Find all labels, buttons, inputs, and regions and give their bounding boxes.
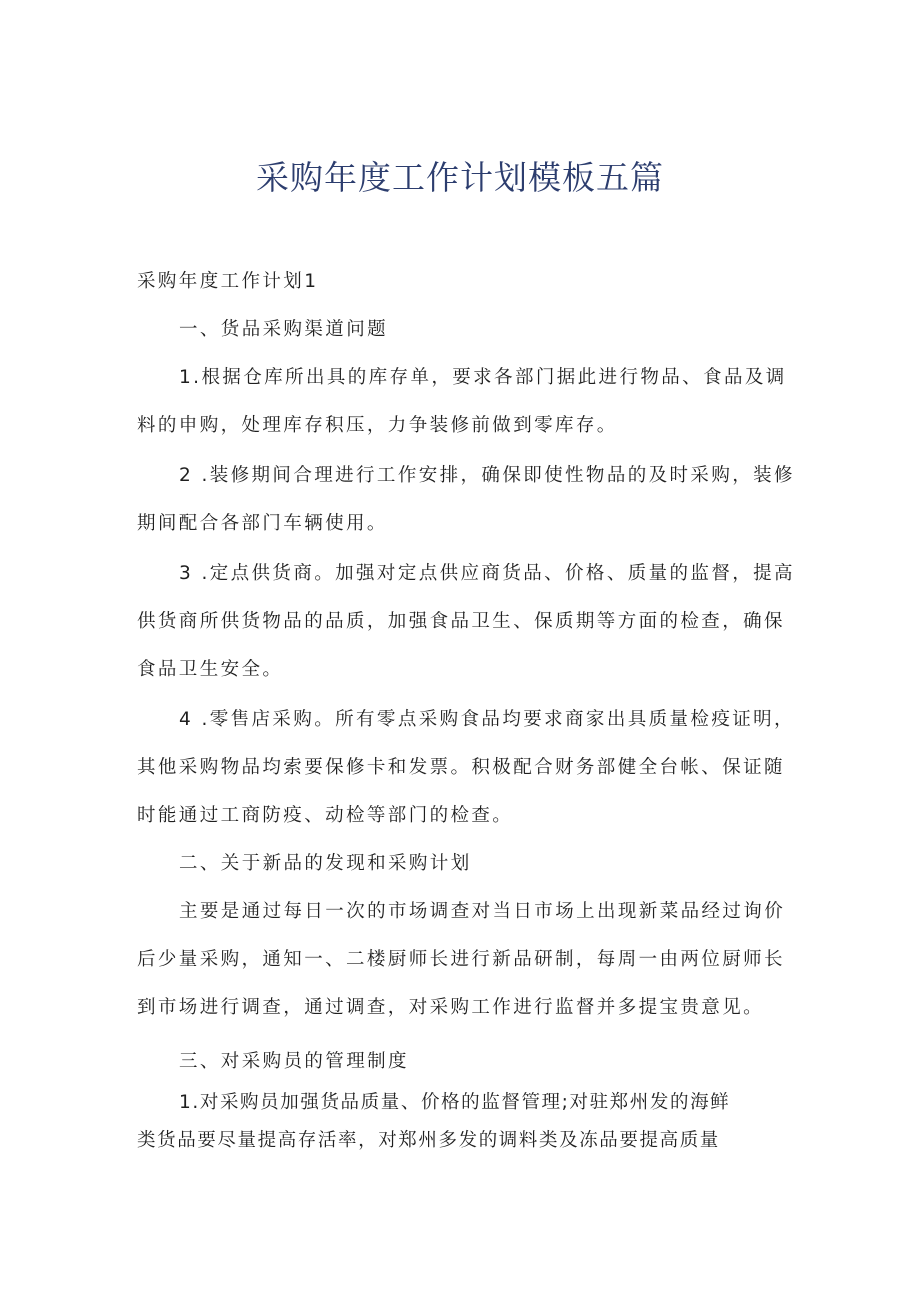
section-heading: 采购年度工作计划1	[137, 271, 319, 292]
document-body	[137, 258, 797, 1160]
paragraph-buyer-line-2: 类货品要尽量提高存活率，对郑州多发的调料类及冻品要提高质量	[137, 1130, 720, 1151]
heading-buyer-management: 三、对采购员的管理制度	[179, 1051, 409, 1072]
paragraph-buyer-line-1: 1.对采购员加强货品质量、价格的监督管理;对驻郑州发的海鲜	[179, 1092, 731, 1113]
paragraph-new-products: 主要是通过每日一次的市场调查对当日市场上出现新菜品经过询价后少量采购，通知一、二楼厨师长进行新品研制，每周一由两位厨师长到市场进行调查，通过调查，对采购工作进行监督并多提宝贵意见。	[137, 901, 786, 1018]
paragraph-item-2: 2 .装修期间合理进行工作安排，确保即使性物品的及时采购，装修期间配合各部门车辆使用。	[137, 465, 795, 534]
paragraph-item-3: 3 .定点供货商。加强对定点供应商货品、价格、质量的监督，提高供货商所供货物品的品质，加强食品卫生、保质期等方面的检查，确保食品卫生安全。	[137, 563, 795, 680]
paragraph-item-4: 4 .零售店采购。所有零点采购食品均要求商家出具质量检疫证明，其他采购物品均索要保修卡和发票。积极配合财务部健全台帐、保证随时能通过工商防疫、动检等部门的检查。	[137, 709, 795, 826]
paragraph-item-1: 1.根据仓库所出具的库存单，要求各部门据此进行物品、食品及调料的申购，处理库存积压，力争装修前做到零库存。	[137, 367, 787, 436]
heading-purchase-channels: 一、货品采购渠道问题	[179, 319, 389, 340]
heading-new-products: 二、关于新品的发现和采购计划	[179, 853, 472, 874]
document-title: 采购年度工作计划模板五篇	[256, 158, 664, 197]
